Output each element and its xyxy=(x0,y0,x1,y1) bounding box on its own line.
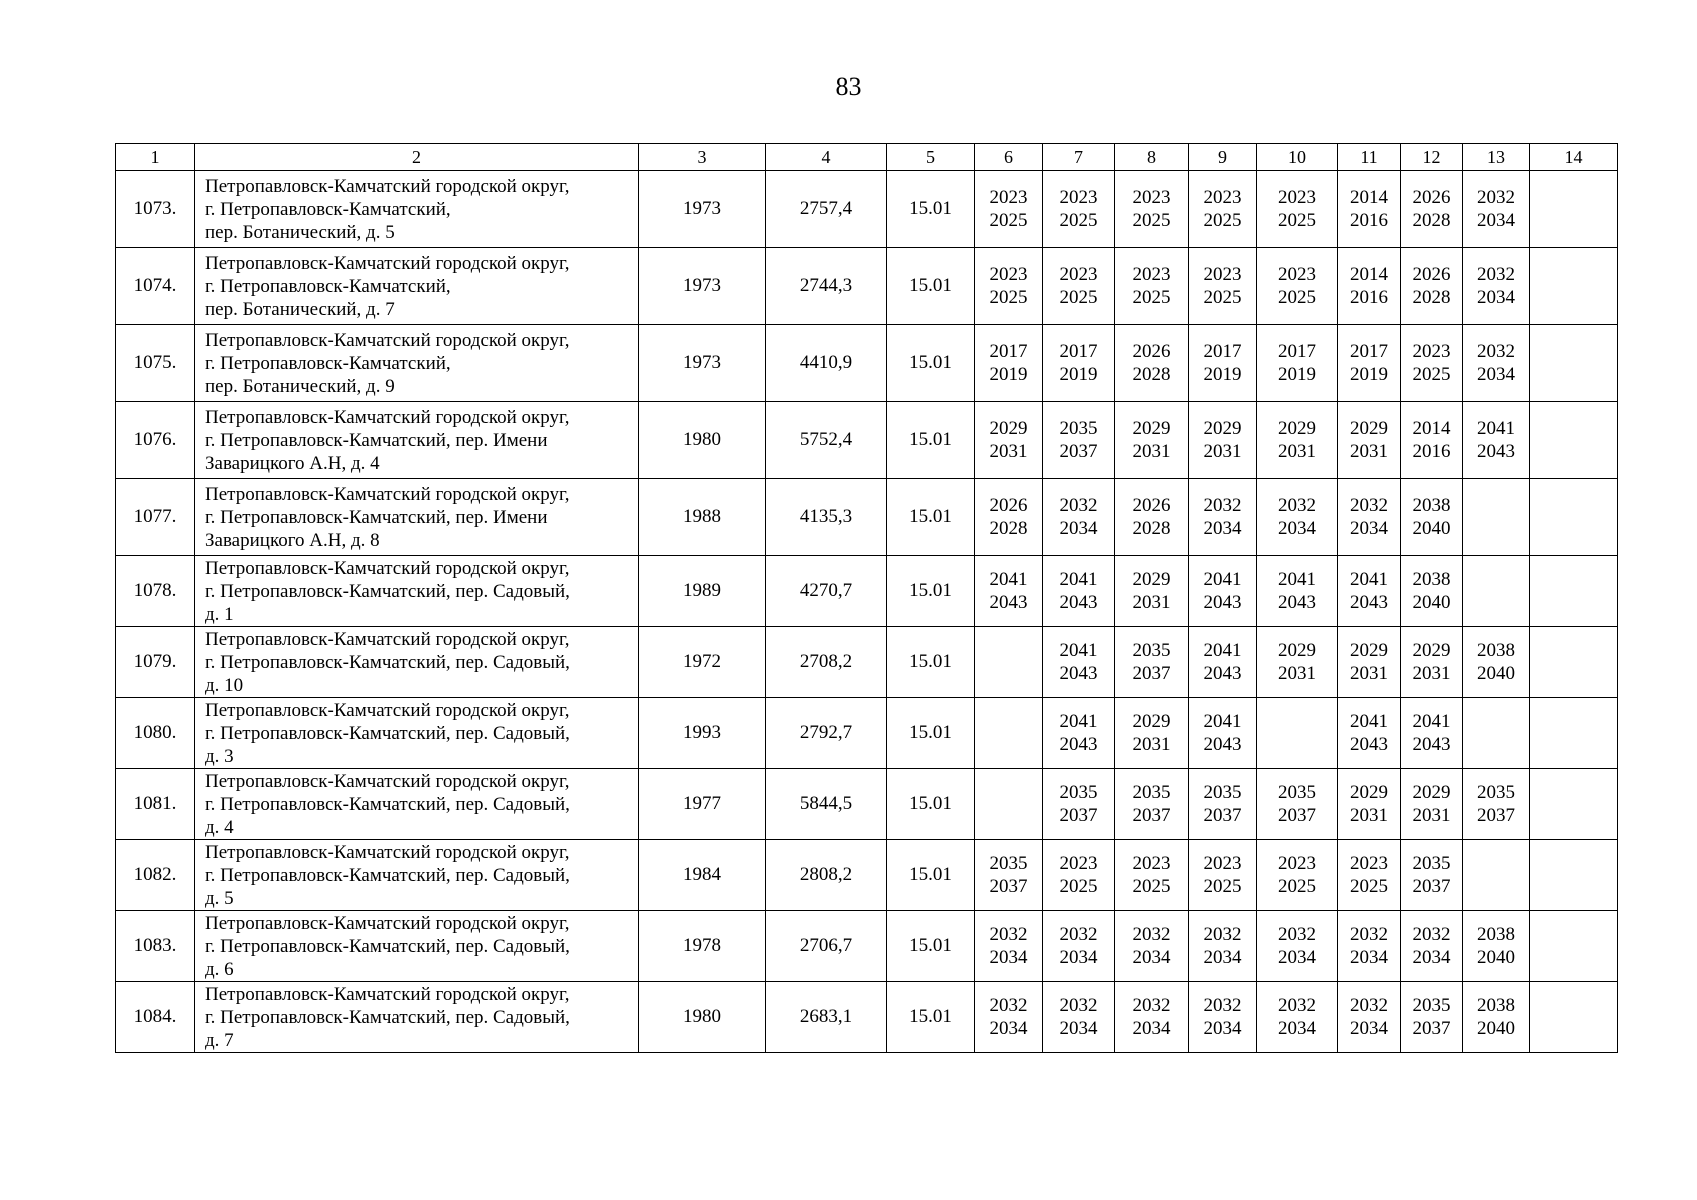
period-cell xyxy=(1530,982,1618,1053)
column-header: 13 xyxy=(1463,144,1530,171)
period-cell: 2041 2043 xyxy=(1338,698,1401,769)
code-cell: 15.01 xyxy=(887,627,975,698)
code-cell: 15.01 xyxy=(887,911,975,982)
period-cell: 2032 2034 xyxy=(1115,911,1189,982)
period-cell: 2038 2040 xyxy=(1401,479,1463,556)
period-cell: 2032 2034 xyxy=(1257,982,1338,1053)
period-cell: 2041 2043 xyxy=(1463,402,1530,479)
period-cell: 2029 2031 xyxy=(1115,698,1189,769)
code-cell: 15.01 xyxy=(887,171,975,248)
period-cell: 2038 2040 xyxy=(1401,556,1463,627)
column-header: 2 xyxy=(195,144,639,171)
address-cell: Петропавловск-Камчатский городской округ, г. Петропавловск-Камчатский, пер. Имени Заварицкого А.Н, д. 4 xyxy=(195,402,639,479)
period-cell xyxy=(1530,840,1618,911)
period-cell: 2014 2016 xyxy=(1401,402,1463,479)
code-cell: 15.01 xyxy=(887,769,975,840)
period-cell: 2017 2019 xyxy=(1043,325,1115,402)
address-cell: Петропавловск-Камчатский городской округ, г. Петропавловск-Камчатский, пер. Садовый, д. 5 xyxy=(195,840,639,911)
build-year-cell: 1972 xyxy=(639,627,766,698)
build-year-cell: 1973 xyxy=(639,171,766,248)
period-cell: 2041 2043 xyxy=(1189,698,1257,769)
period-cell: 2035 2037 xyxy=(1189,769,1257,840)
period-cell: 2023 2025 xyxy=(1115,171,1189,248)
area-cell: 2744,3 xyxy=(766,248,887,325)
column-header: 10 xyxy=(1257,144,1338,171)
period-cell: 2023 2025 xyxy=(1257,171,1338,248)
period-cell: 2035 2037 xyxy=(1463,769,1530,840)
period-cell: 2026 2028 xyxy=(1401,248,1463,325)
period-cell: 2023 2025 xyxy=(975,171,1043,248)
row-number-cell: 1078. xyxy=(116,556,195,627)
table-row xyxy=(116,769,1618,840)
period-cell: 2038 2040 xyxy=(1463,911,1530,982)
area-cell: 2683,1 xyxy=(766,982,887,1053)
period-cell: 2035 2037 xyxy=(1401,982,1463,1053)
area-cell: 2757,4 xyxy=(766,171,887,248)
period-cell: 2029 2031 xyxy=(1338,627,1401,698)
address-cell: Петропавловск-Камчатский городской округ, г. Петропавловск-Камчатский, пер. Садовый, д. 6 xyxy=(195,911,639,982)
period-cell xyxy=(1530,698,1618,769)
period-cell xyxy=(1463,479,1530,556)
table-row xyxy=(116,556,1618,627)
code-cell: 15.01 xyxy=(887,479,975,556)
period-cell: 2023 2025 xyxy=(1115,840,1189,911)
period-cell: 2032 2034 xyxy=(1257,479,1338,556)
column-header: 7 xyxy=(1043,144,1115,171)
period-cell: 2014 2016 xyxy=(1338,248,1401,325)
row-number-cell: 1084. xyxy=(116,982,195,1053)
period-cell: 2032 2034 xyxy=(1189,911,1257,982)
period-cell: 2029 2031 xyxy=(1338,402,1401,479)
build-year-cell: 1993 xyxy=(639,698,766,769)
period-cell: 2041 2043 xyxy=(1338,556,1401,627)
period-cell: 2035 2037 xyxy=(975,840,1043,911)
row-number-cell: 1074. xyxy=(116,248,195,325)
period-cell xyxy=(1530,556,1618,627)
row-number-cell: 1075. xyxy=(116,325,195,402)
period-cell: 2032 2034 xyxy=(1115,982,1189,1053)
address-cell: Петропавловск-Камчатский городской округ, г. Петропавловск-Камчатский, пер. Имени Заварицкого А.Н, д. 8 xyxy=(195,479,639,556)
housing-registry-table xyxy=(115,143,1618,1053)
code-cell: 15.01 xyxy=(887,982,975,1053)
area-cell: 2706,7 xyxy=(766,911,887,982)
period-cell: 2029 2031 xyxy=(1257,402,1338,479)
table-row xyxy=(116,479,1618,556)
row-number-cell: 1082. xyxy=(116,840,195,911)
period-cell: 2026 2028 xyxy=(1401,171,1463,248)
build-year-cell: 1989 xyxy=(639,556,766,627)
period-cell: 2035 2037 xyxy=(1115,769,1189,840)
code-cell: 15.01 xyxy=(887,698,975,769)
row-number-cell: 1080. xyxy=(116,698,195,769)
period-cell: 2032 2034 xyxy=(1189,479,1257,556)
period-cell: 2029 2031 xyxy=(1189,402,1257,479)
row-number-cell: 1076. xyxy=(116,402,195,479)
build-year-cell: 1980 xyxy=(639,982,766,1053)
table-row xyxy=(116,698,1618,769)
period-cell: 2032 2034 xyxy=(1043,911,1115,982)
code-cell: 15.01 xyxy=(887,325,975,402)
period-cell: 2017 2019 xyxy=(1189,325,1257,402)
period-cell: 2032 2034 xyxy=(1463,325,1530,402)
address-cell: Петропавловск-Камчатский городской округ, г. Петропавловск-Камчатский, пер. Садовый, д. 3 xyxy=(195,698,639,769)
column-header: 5 xyxy=(887,144,975,171)
period-cell xyxy=(1530,911,1618,982)
code-cell: 15.01 xyxy=(887,402,975,479)
column-header: 6 xyxy=(975,144,1043,171)
period-cell: 2017 2019 xyxy=(975,325,1043,402)
period-cell: 2041 2043 xyxy=(1189,556,1257,627)
area-cell: 4410,9 xyxy=(766,325,887,402)
column-header: 14 xyxy=(1530,144,1618,171)
period-cell: 2029 2031 xyxy=(1257,627,1338,698)
period-cell: 2035 2037 xyxy=(1043,402,1115,479)
table-row xyxy=(116,911,1618,982)
period-cell xyxy=(975,698,1043,769)
period-cell: 2035 2037 xyxy=(1401,840,1463,911)
period-cell: 2032 2034 xyxy=(1338,982,1401,1053)
header-row xyxy=(116,144,1618,171)
row-number-cell: 1081. xyxy=(116,769,195,840)
row-number-cell: 1073. xyxy=(116,171,195,248)
period-cell: 2029 2031 xyxy=(1338,769,1401,840)
period-cell: 2023 2025 xyxy=(1257,248,1338,325)
column-header: 1 xyxy=(116,144,195,171)
period-cell: 2041 2043 xyxy=(1043,698,1115,769)
period-cell: 2035 2037 xyxy=(1043,769,1115,840)
period-cell: 2041 2043 xyxy=(1401,698,1463,769)
period-cell: 2035 2037 xyxy=(1115,627,1189,698)
period-cell: 2029 2031 xyxy=(1401,627,1463,698)
row-number-cell: 1079. xyxy=(116,627,195,698)
period-cell: 2029 2031 xyxy=(1401,769,1463,840)
period-cell: 2032 2034 xyxy=(975,911,1043,982)
period-cell: 2029 2031 xyxy=(1115,402,1189,479)
build-year-cell: 1984 xyxy=(639,840,766,911)
period-cell: 2029 2031 xyxy=(975,402,1043,479)
code-cell: 15.01 xyxy=(887,248,975,325)
table-row xyxy=(116,840,1618,911)
period-cell xyxy=(975,769,1043,840)
period-cell: 2026 2028 xyxy=(1115,325,1189,402)
period-cell: 2023 2025 xyxy=(1043,171,1115,248)
period-cell: 2041 2043 xyxy=(1043,556,1115,627)
period-cell: 2041 2043 xyxy=(1189,627,1257,698)
build-year-cell: 1978 xyxy=(639,911,766,982)
build-year-cell: 1977 xyxy=(639,769,766,840)
row-number-cell: 1077. xyxy=(116,479,195,556)
table-row xyxy=(116,248,1618,325)
period-cell: 2035 2037 xyxy=(1257,769,1338,840)
period-cell: 2032 2034 xyxy=(1401,911,1463,982)
period-cell: 2041 2043 xyxy=(975,556,1043,627)
period-cell xyxy=(1530,325,1618,402)
period-cell xyxy=(1257,698,1338,769)
period-cell: 2023 2025 xyxy=(1043,248,1115,325)
period-cell: 2023 2025 xyxy=(1257,840,1338,911)
build-year-cell: 1988 xyxy=(639,479,766,556)
period-cell: 2023 2025 xyxy=(1401,325,1463,402)
column-header: 3 xyxy=(639,144,766,171)
period-cell xyxy=(1530,402,1618,479)
address-cell: Петропавловск-Камчатский городской округ, г. Петропавловск-Камчатский, пер. Садовый, д. 4 xyxy=(195,769,639,840)
column-header: 11 xyxy=(1338,144,1401,171)
address-cell: Петропавловск-Камчатский городской округ, г. Петропавловск-Камчатский, пер. Ботанический, д. 9 xyxy=(195,325,639,402)
period-cell: 2029 2031 xyxy=(1115,556,1189,627)
area-cell: 2792,7 xyxy=(766,698,887,769)
column-header: 4 xyxy=(766,144,887,171)
period-cell xyxy=(1530,171,1618,248)
period-cell: 2041 2043 xyxy=(1043,627,1115,698)
period-cell: 2023 2025 xyxy=(1189,248,1257,325)
address-cell: Петропавловск-Камчатский городской округ, г. Петропавловск-Камчатский, пер. Ботанический, д. 7 xyxy=(195,248,639,325)
period-cell xyxy=(1530,627,1618,698)
build-year-cell: 1973 xyxy=(639,248,766,325)
period-cell: 2032 2034 xyxy=(1338,911,1401,982)
period-cell xyxy=(1463,840,1530,911)
column-header: 8 xyxy=(1115,144,1189,171)
period-cell xyxy=(1463,698,1530,769)
period-cell: 2032 2034 xyxy=(1043,982,1115,1053)
period-cell: 2032 2034 xyxy=(1189,982,1257,1053)
period-cell: 2017 2019 xyxy=(1257,325,1338,402)
period-cell xyxy=(1530,248,1618,325)
period-cell: 2026 2028 xyxy=(1115,479,1189,556)
code-cell: 15.01 xyxy=(887,840,975,911)
period-cell: 2032 2034 xyxy=(1043,479,1115,556)
period-cell: 2032 2034 xyxy=(975,982,1043,1053)
period-cell: 2032 2034 xyxy=(1463,248,1530,325)
column-header: 12 xyxy=(1401,144,1463,171)
period-cell: 2041 2043 xyxy=(1257,556,1338,627)
period-cell: 2038 2040 xyxy=(1463,982,1530,1053)
area-cell: 2708,2 xyxy=(766,627,887,698)
area-cell: 5752,4 xyxy=(766,402,887,479)
period-cell: 2014 2016 xyxy=(1338,171,1401,248)
address-cell: Петропавловск-Камчатский городской округ, г. Петропавловск-Камчатский, пер. Садовый, д. 10 xyxy=(195,627,639,698)
page-number: 83 xyxy=(835,72,862,101)
table-row xyxy=(116,171,1618,248)
table-row xyxy=(116,982,1618,1053)
table-row xyxy=(116,402,1618,479)
period-cell: 2026 2028 xyxy=(975,479,1043,556)
column-header: 9 xyxy=(1189,144,1257,171)
code-cell: 15.01 xyxy=(887,556,975,627)
address-cell: Петропавловск-Камчатский городской округ, г. Петропавловск-Камчатский, пер. Ботанический, д. 5 xyxy=(195,171,639,248)
table-row xyxy=(116,325,1618,402)
address-cell: Петропавловск-Камчатский городской округ, г. Петропавловск-Камчатский, пер. Садовый, д. 7 xyxy=(195,982,639,1053)
period-cell xyxy=(1530,769,1618,840)
period-cell: 2023 2025 xyxy=(1189,171,1257,248)
period-cell: 2023 2025 xyxy=(1115,248,1189,325)
table-row xyxy=(116,627,1618,698)
period-cell: 2032 2034 xyxy=(1338,479,1401,556)
area-cell: 5844,5 xyxy=(766,769,887,840)
period-cell: 2023 2025 xyxy=(975,248,1043,325)
row-number-cell: 1083. xyxy=(116,911,195,982)
period-cell: 2023 2025 xyxy=(1338,840,1401,911)
period-cell: 2038 2040 xyxy=(1463,627,1530,698)
area-cell: 4135,3 xyxy=(766,479,887,556)
period-cell xyxy=(1530,479,1618,556)
address-cell: Петропавловск-Камчатский городской округ, г. Петропавловск-Камчатский, пер. Садовый, д. 1 xyxy=(195,556,639,627)
area-cell: 2808,2 xyxy=(766,840,887,911)
period-cell: 2032 2034 xyxy=(1463,171,1530,248)
period-cell xyxy=(975,627,1043,698)
period-cell: 2023 2025 xyxy=(1189,840,1257,911)
area-cell: 4270,7 xyxy=(766,556,887,627)
period-cell: 2023 2025 xyxy=(1043,840,1115,911)
period-cell xyxy=(1463,556,1530,627)
period-cell: 2032 2034 xyxy=(1257,911,1338,982)
period-cell: 2017 2019 xyxy=(1338,325,1401,402)
build-year-cell: 1980 xyxy=(639,402,766,479)
build-year-cell: 1973 xyxy=(639,325,766,402)
